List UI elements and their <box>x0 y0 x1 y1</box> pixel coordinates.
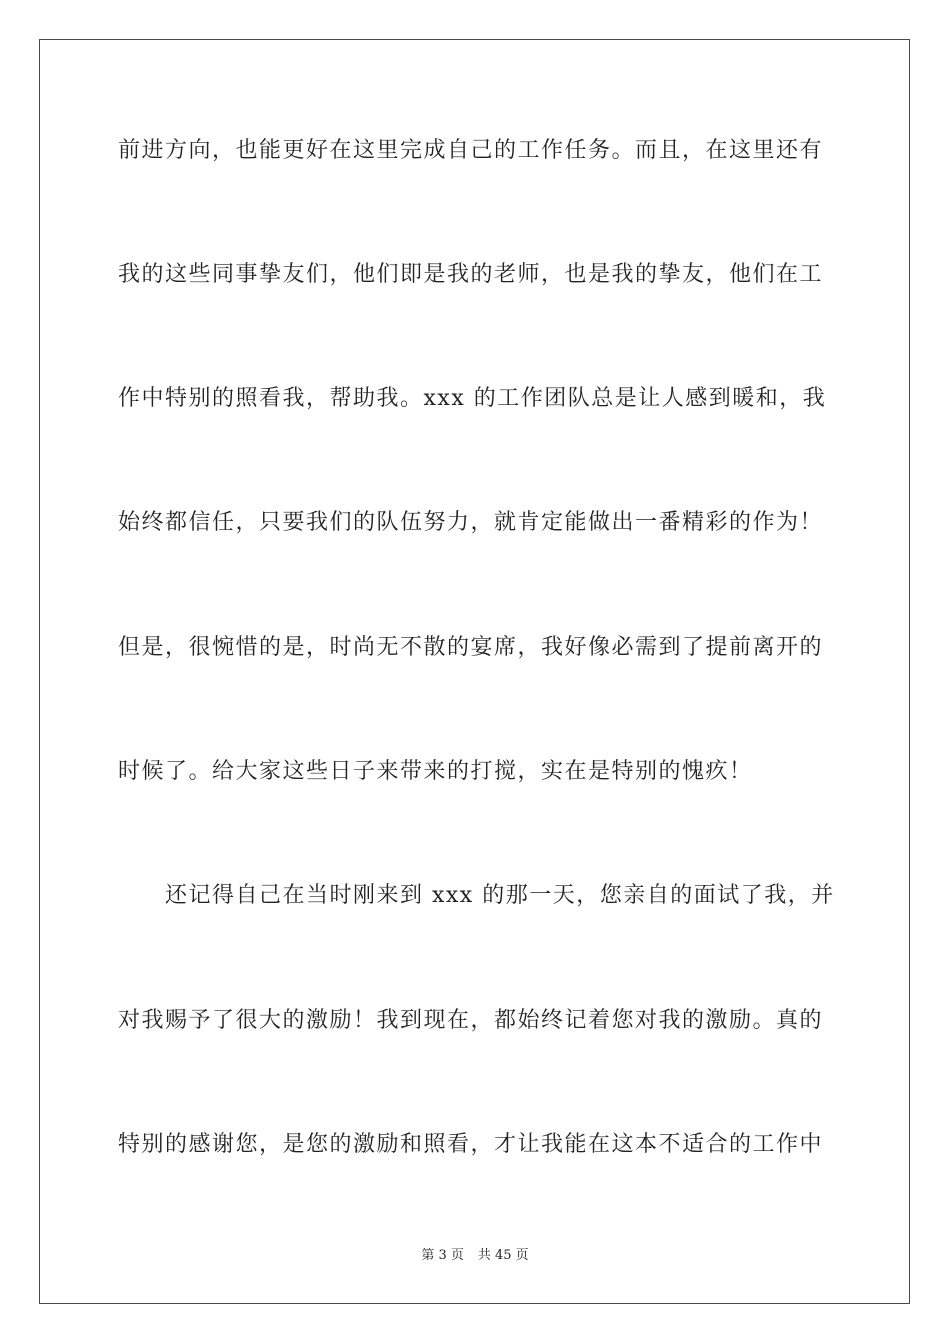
page-total: 共 45 页 <box>477 1248 529 1263</box>
page-number: 第 3 页 <box>421 1248 464 1263</box>
body-line: 我的这些同事挚友们，他们即是我的老师，也是我的挚友，他们在工 <box>118 262 824 287</box>
page-border <box>39 39 910 1304</box>
body-line: 始终都信任，只要我们的队伍努力，就肯定能做出一番精彩的作为！ <box>118 510 824 535</box>
body-line: 时候了。给大家这些日子来带来的打搅，实在是特别的愧疚！ <box>118 759 753 784</box>
page-footer <box>0 1247 950 1265</box>
body-line: 但是，很惋惜的是，时尚无不散的宴席，我好像必需到了提前离开的 <box>118 635 824 660</box>
body-line: 还记得自己在当时刚来到 xxx 的那一天，您亲自的面试了我，并 <box>118 883 835 908</box>
body-line: 特别的感谢您，是您的激励和照看，才让我能在这本不适合的工作中 <box>118 1132 824 1157</box>
body-line: 对我赐予了很大的激励！我到现在，都始终记着您对我的激励。真的 <box>118 1008 824 1033</box>
body-line: 作中特别的照看我，帮助我。xxx 的工作团队总是让人感到暖和，我 <box>118 386 827 411</box>
body-line: 前进方向，也能更好在这里完成自己的工作任务。而且，在这里还有 <box>118 138 824 163</box>
